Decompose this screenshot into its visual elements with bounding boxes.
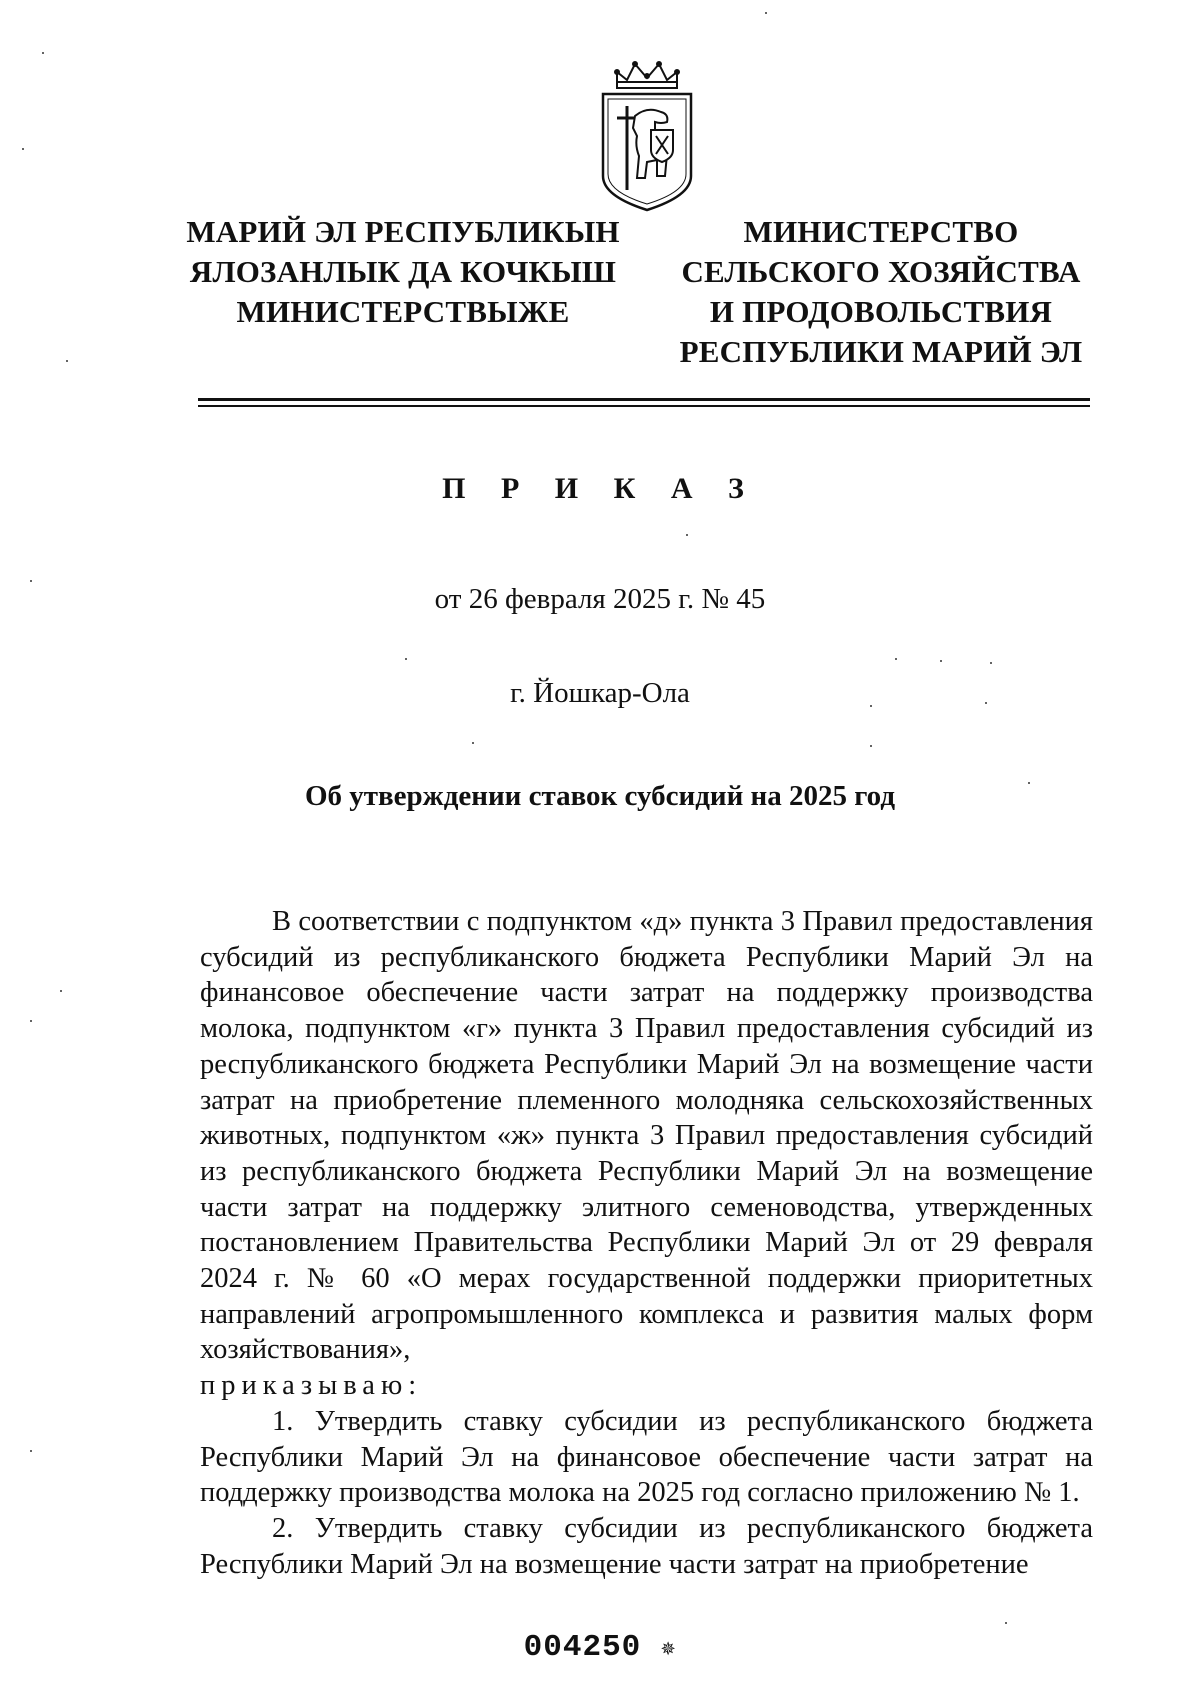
header-left-line-2: ЯЛОЗАНЛЫК ДА КОЧКЫШ <box>189 254 617 289</box>
asterisk-mark-icon: ✵ <box>660 1636 677 1663</box>
serial-number-text: 004250 <box>523 1630 642 1665</box>
document-city: г. Йошкар-Ола <box>510 677 690 709</box>
scan-speck <box>42 52 44 54</box>
ministry-name-russian <box>655 212 1107 372</box>
header-left-line-3: МИНИСТЕРСТВЫЖЕ <box>236 294 570 329</box>
document-type-title: П Р И К А З <box>442 472 758 505</box>
preamble-paragraph: В соответствии с подпунктом «д» пункта 3 Правил предоставления субсидий из республиканского бюджета Республики Марий Эл на финансовое обеспечение части затрат на поддержку производства молока, подпунктом «г» пункта 3 Правил предоставления субсидий из республиканского бюджета Республики Марий Эл на возмещение части затрат на приобретение племенного молодняка сельскохозяйственных животных, подпунктом «ж» пункта 3 Правил предоставления субсидий из республиканского бюджета Республики Марий Эл на возмещение части затрат на поддержку элитного семеноводства, утвержденных постановлением Правительства Республики Марий Эл от 29 февраля 2024 г. № 60 «О мерах государственной поддержки приоритетных направлений агропромышленного комплекса и развития малых форм хозяйствования», <box>200 906 1093 1366</box>
header-divider-thick <box>198 398 1090 401</box>
header-divider-thin <box>198 405 1090 407</box>
document-body <box>200 904 1093 1582</box>
header-right-line-3: И ПРОДОВОЛЬСТВИЯ <box>709 294 1053 329</box>
scan-speck <box>686 534 688 536</box>
scan-speck <box>870 705 872 707</box>
scan-speck <box>30 1020 32 1022</box>
document-date-number: от 26 февраля 2025 г. № 45 <box>434 583 766 615</box>
scan-speck <box>985 702 987 704</box>
header-right-line-2: СЕЛЬСКОГО ХОЗЯЙСТВА <box>681 254 1081 289</box>
scan-speck <box>870 745 872 747</box>
scan-speck <box>1028 782 1030 784</box>
scan-speck <box>765 12 767 14</box>
coat-of-arms-icon <box>595 58 699 218</box>
order-word: приказываю: <box>200 1370 423 1402</box>
header-right-line-1: МИНИСТЕРСТВО <box>743 214 1019 249</box>
scan-speck <box>60 990 62 992</box>
document-subject: Об утверждении ставок субсидий на 2025 год <box>304 780 896 812</box>
header-right-line-4: РЕСПУБЛИКИ МАРИЙ ЭЛ <box>679 334 1083 369</box>
scan-speck <box>472 742 474 744</box>
scan-speck <box>30 580 32 582</box>
order-item-1: 1. Утвердить ставку субсидии из республиканского бюджета Республики Марий Эл на финансовое обеспечение части затрат на поддержку производства молока на 2025 год согласно приложению № 1. <box>200 1405 1093 1509</box>
scan-speck <box>22 148 24 150</box>
scan-speck <box>66 360 68 362</box>
scan-speck <box>30 1450 32 1452</box>
ministry-name-mari <box>168 212 638 332</box>
order-item-2: 2. Утвердить ставку субсидии из республиканского бюджета Республики Марий Эл на возмещение части затрат на приобретение <box>200 1512 1093 1580</box>
serial-number <box>0 1630 1200 1665</box>
scan-speck <box>1005 1622 1007 1624</box>
header-left-line-1: МАРИЙ ЭЛ РЕСПУБЛИКЫН <box>186 214 620 249</box>
scan-speck <box>990 662 992 664</box>
scan-speck <box>405 658 407 660</box>
scan-speck <box>895 658 897 660</box>
scan-speck <box>940 660 942 662</box>
